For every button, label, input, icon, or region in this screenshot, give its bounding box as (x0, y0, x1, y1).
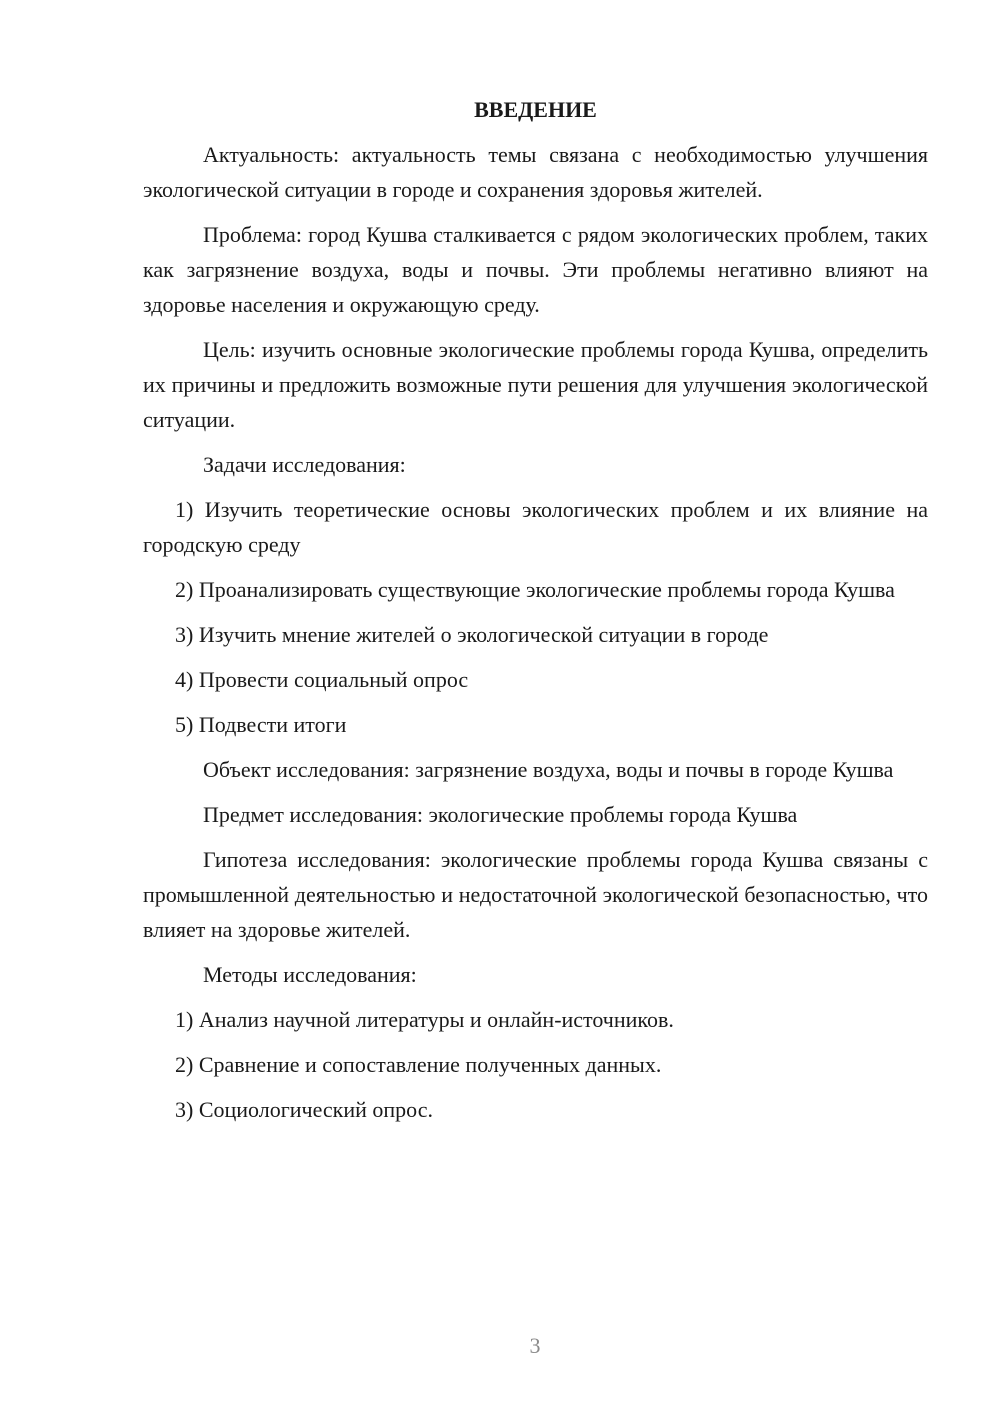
relevance-paragraph: Актуальность: актуальность темы связана с необходимостью улучшения экологической ситуации в городе и сохранения здоровья жителей. (143, 142, 928, 202)
methods-heading: Методы исследования: (203, 962, 417, 987)
method-item: 1) Анализ научной литературы и онлайн-источников. (175, 1007, 674, 1032)
object-paragraph: Объект исследования: загрязнение воздуха, воды и почвы в городе Кушва (203, 757, 894, 782)
goal-paragraph: Цель: изучить основные экологические проблемы города Кушва, определить их причины и предложить возможные пути решения для улучшения экологической ситуации. (143, 337, 928, 432)
page-number: 3 (529, 1333, 541, 1358)
method-item: 3) Социологический опрос. (175, 1097, 433, 1122)
method-item: 2) Сравнение и сопоставление полученных данных. (175, 1052, 662, 1077)
tasks-heading: Задачи исследования: (203, 452, 406, 477)
hypothesis-paragraph: Гипотеза исследования: экологические проблемы города Кушва связаны с промышленной деятельностью и недостаточной экологической безопасностью, что влияет на здоровье жителей. (143, 847, 928, 942)
task-item: 5) Подвести итоги (175, 712, 347, 737)
task-item: 2) Проанализировать существующие экологические проблемы города Кушва (175, 577, 895, 602)
task-item: 3) Изучить мнение жителей о экологической ситуации в городе (175, 622, 769, 647)
task-item: 4) Провести социальный опрос (175, 667, 469, 692)
problem-paragraph: Проблема: город Кушва сталкивается с рядом экологических проблем, таких как загрязнение воздуха, воды и почвы. Эти проблемы негативно влияют на здоровье населения и окружающую среду. (143, 222, 928, 317)
section-title: ВВЕДЕНИЕ (474, 97, 597, 122)
page-content (143, 92, 928, 1137)
task-item: 1) Изучить теоретические основы экологических проблем и их влияние на городскую среду (143, 497, 928, 557)
subject-paragraph: Предмет исследования: экологические проблемы города Кушва (203, 802, 798, 827)
